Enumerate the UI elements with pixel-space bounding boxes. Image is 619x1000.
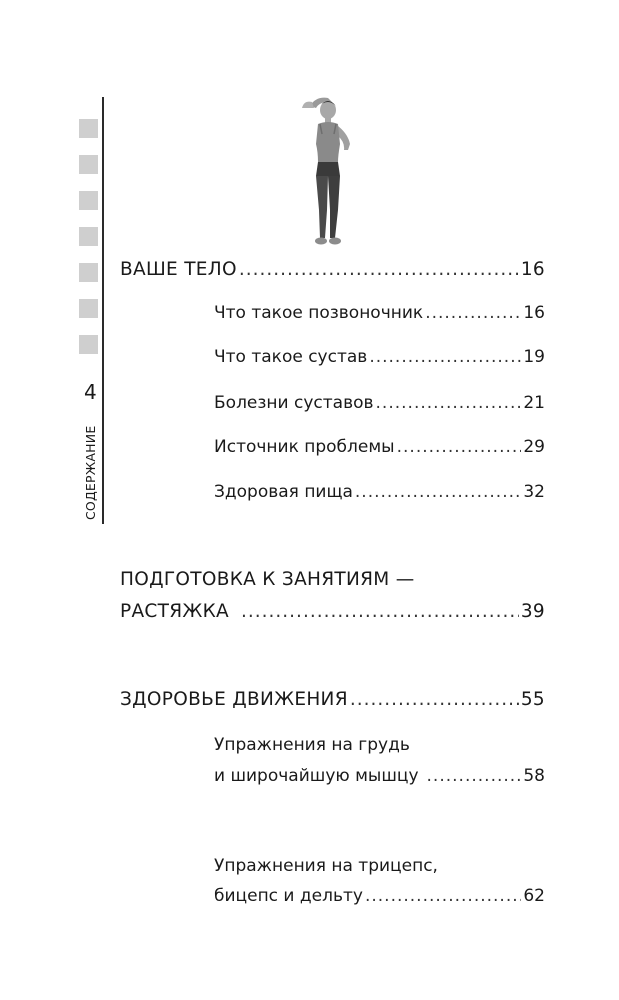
- toc-subentry[interactable]: [214, 347, 545, 367]
- toc-entry-motion[interactable]: [120, 689, 545, 710]
- toc-entry-title: ЗДОРОВЬЕ ДВИЖЕНИЯ: [120, 689, 348, 710]
- toc-entry-title: Источник проблемы: [214, 437, 395, 457]
- toc-entry-page: 39: [520, 601, 545, 622]
- margin-squares: [79, 119, 100, 371]
- toc-subentry-triceps-line1[interactable]: Упражнения на трицепс,: [214, 856, 438, 876]
- toc-entry-page: 19: [523, 347, 545, 367]
- toc-subentry-chest-line1[interactable]: Упражнения на грудь: [214, 735, 410, 755]
- toc-entry-page: 62: [523, 886, 545, 906]
- toc-entry-prep[interactable]: [120, 601, 545, 622]
- margin-square: [79, 119, 98, 138]
- toc-entry-page: 29: [523, 437, 545, 457]
- toc-subentry[interactable]: [214, 437, 545, 457]
- toc-subentry[interactable]: [214, 482, 545, 502]
- margin-square: [79, 299, 98, 318]
- margin-square: [79, 191, 98, 210]
- leader-dots: [350, 689, 519, 710]
- toc-subentry[interactable]: [214, 886, 545, 906]
- toc-entry-page: 55: [520, 689, 545, 710]
- toc-entry-page: 58: [523, 766, 545, 786]
- toc-entry-page: 21: [523, 393, 545, 413]
- toc-subentry[interactable]: [214, 393, 545, 413]
- leader-dots: [239, 259, 519, 280]
- toc-entry-page: 16: [520, 259, 545, 280]
- toc-entry-title: РАСТЯЖКА: [120, 601, 230, 622]
- margin-square: [79, 227, 98, 246]
- leader-dots: [355, 482, 521, 502]
- page-number: 4: [84, 380, 97, 404]
- toc-subentry[interactable]: [214, 303, 545, 323]
- toc-entry-title: Что такое сустав: [214, 347, 368, 367]
- toc-entry-title: ВАШЕ ТЕЛО: [120, 259, 237, 280]
- margin-square: [79, 335, 98, 354]
- toc-entry-title: Болезни суставов: [214, 393, 374, 413]
- leader-dots: [427, 766, 522, 786]
- leader-dots: [376, 393, 522, 413]
- toc-entry-title: Что такое позвоночник: [214, 303, 424, 323]
- section-label: СОДЕРЖАНИЕ: [83, 425, 98, 520]
- toc-entry-title: бицепс и дельту: [214, 886, 363, 906]
- leader-dots: [241, 601, 519, 622]
- margin-square: [79, 263, 98, 282]
- toc-entry-prep-line1[interactable]: ПОДГОТОВКА К ЗАНЯТИЯМ —: [120, 569, 415, 590]
- toc-entry-page: 16: [523, 303, 545, 323]
- margin-square: [79, 155, 98, 174]
- toc-entry-body[interactable]: [120, 259, 545, 280]
- toc-entry-title: Здоровая пища: [214, 482, 353, 502]
- leader-dots: [365, 886, 521, 906]
- toc-entry-page: 32: [523, 482, 545, 502]
- leader-dots: [369, 347, 521, 367]
- toc-entry-title: и широчайшую мышцу: [214, 766, 419, 786]
- margin-rule: [102, 97, 104, 524]
- stretching-woman-illustration: [298, 92, 370, 248]
- toc-subentry[interactable]: [214, 766, 545, 786]
- leader-dots: [397, 437, 522, 457]
- leader-dots: [425, 303, 521, 323]
